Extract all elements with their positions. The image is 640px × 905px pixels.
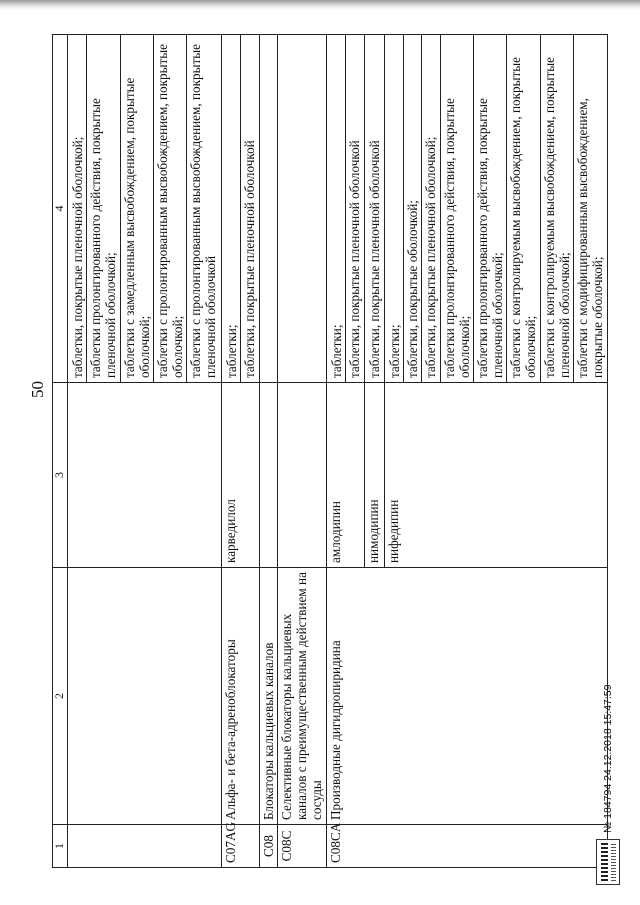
drug-cell bbox=[259, 383, 277, 568]
dosage-form: таблетки с контролируемым высвобождением, покрытые пленочной оболочкой; bbox=[541, 35, 574, 382]
atc-code-cell: C08C bbox=[278, 825, 327, 868]
dosage-form: таблетки; bbox=[223, 35, 241, 382]
drug-cell bbox=[278, 383, 327, 568]
dosage-form: таблетки; bbox=[328, 35, 346, 382]
group-cell: Альфа- и бета-адреноблокаторы bbox=[221, 568, 259, 825]
dosage-form: таблетки, покрытые оболочкой; bbox=[404, 35, 422, 382]
atc-code-cell: C08CA bbox=[326, 825, 608, 868]
drug-cell: нимодипин bbox=[364, 383, 384, 568]
dosage-form: таблетки, покрытые пленочной оболочкой bbox=[366, 140, 382, 378]
dosage-form: таблетки пролонгированного действия, покрытые оболочкой; bbox=[441, 35, 474, 382]
group-cell bbox=[68, 568, 222, 825]
dosage-form: таблетки с пролонгированным высвобождением, покрытые оболочкой; bbox=[154, 35, 187, 382]
header-col-2: 2 bbox=[53, 568, 68, 825]
page-number: 50 bbox=[28, 381, 47, 398]
group-cell: Производные дигидропиридина bbox=[326, 568, 608, 825]
group-cell: Блокаторы кальциевых каналов bbox=[259, 568, 277, 825]
dosage-forms-cell bbox=[364, 35, 384, 383]
dosage-form: таблетки пролонгированного действия, покрытые пленочной оболочкой; bbox=[474, 35, 507, 382]
dosage-form: таблетки с пролонгированным высвобождением, покрытые пленочной оболочкой bbox=[188, 44, 219, 378]
table-row bbox=[221, 35, 259, 868]
scan-edge bbox=[0, 0, 640, 10]
table-row bbox=[68, 35, 222, 868]
dosage-form: таблетки; bbox=[386, 35, 404, 382]
dosage-form: таблетки с замедленным высвобождением, покрытые оболочкой; bbox=[121, 35, 154, 382]
header-col-4: 4 bbox=[53, 35, 68, 383]
group-cell: Селективные блокаторы кальциевых каналов с преимущественным действием на сосуды bbox=[278, 568, 327, 825]
drug-cell: карведилол bbox=[221, 383, 259, 568]
doc-registration-number: № 184794 24.12.2018 15:47:59 bbox=[602, 684, 614, 833]
header-col-1: 1 bbox=[53, 825, 68, 868]
drug-table bbox=[52, 34, 608, 868]
table-row bbox=[259, 35, 277, 868]
dosage-form: таблетки, покрытые пленочной оболочкой bbox=[346, 140, 362, 378]
table-row bbox=[326, 35, 364, 868]
dosage-forms-cell bbox=[278, 35, 327, 383]
table-row bbox=[278, 35, 327, 868]
rotated-page-content bbox=[52, 34, 607, 868]
drug-cell: нифедипин bbox=[385, 383, 608, 568]
dosage-form: таблетки, покрытые пленочной оболочкой; bbox=[69, 35, 87, 382]
atc-code-cell: C08 bbox=[259, 825, 277, 868]
atc-code-cell bbox=[68, 825, 222, 868]
barcode-stamp-icon bbox=[596, 839, 620, 885]
dosage-form: таблетки, покрытые пленочной оболочкой bbox=[241, 140, 257, 378]
footer bbox=[596, 685, 620, 885]
dosage-forms-cell bbox=[221, 35, 259, 383]
dosage-form: таблетки пролонгированного действия, покрытые пленочной оболочкой; bbox=[87, 35, 120, 382]
dosage-form: таблетки, покрытые пленочной оболочкой; bbox=[422, 35, 440, 382]
header-row bbox=[53, 35, 68, 868]
dosage-forms-cell bbox=[326, 35, 364, 383]
header-col-3: 3 bbox=[53, 383, 68, 568]
dosage-form: таблетки с модифицированным высвобождением, покрытые оболочкой; bbox=[574, 98, 606, 378]
drug-cell: амлодипин bbox=[326, 383, 364, 568]
dosage-form: таблетки с контролируемым высвобождением, покрытые оболочкой; bbox=[507, 35, 540, 382]
dosage-forms-cell bbox=[68, 35, 222, 383]
dosage-forms-cell bbox=[259, 35, 277, 383]
atc-code-cell: C07AG bbox=[221, 825, 259, 868]
dosage-forms-cell bbox=[385, 35, 608, 383]
drug-cell bbox=[68, 383, 222, 568]
